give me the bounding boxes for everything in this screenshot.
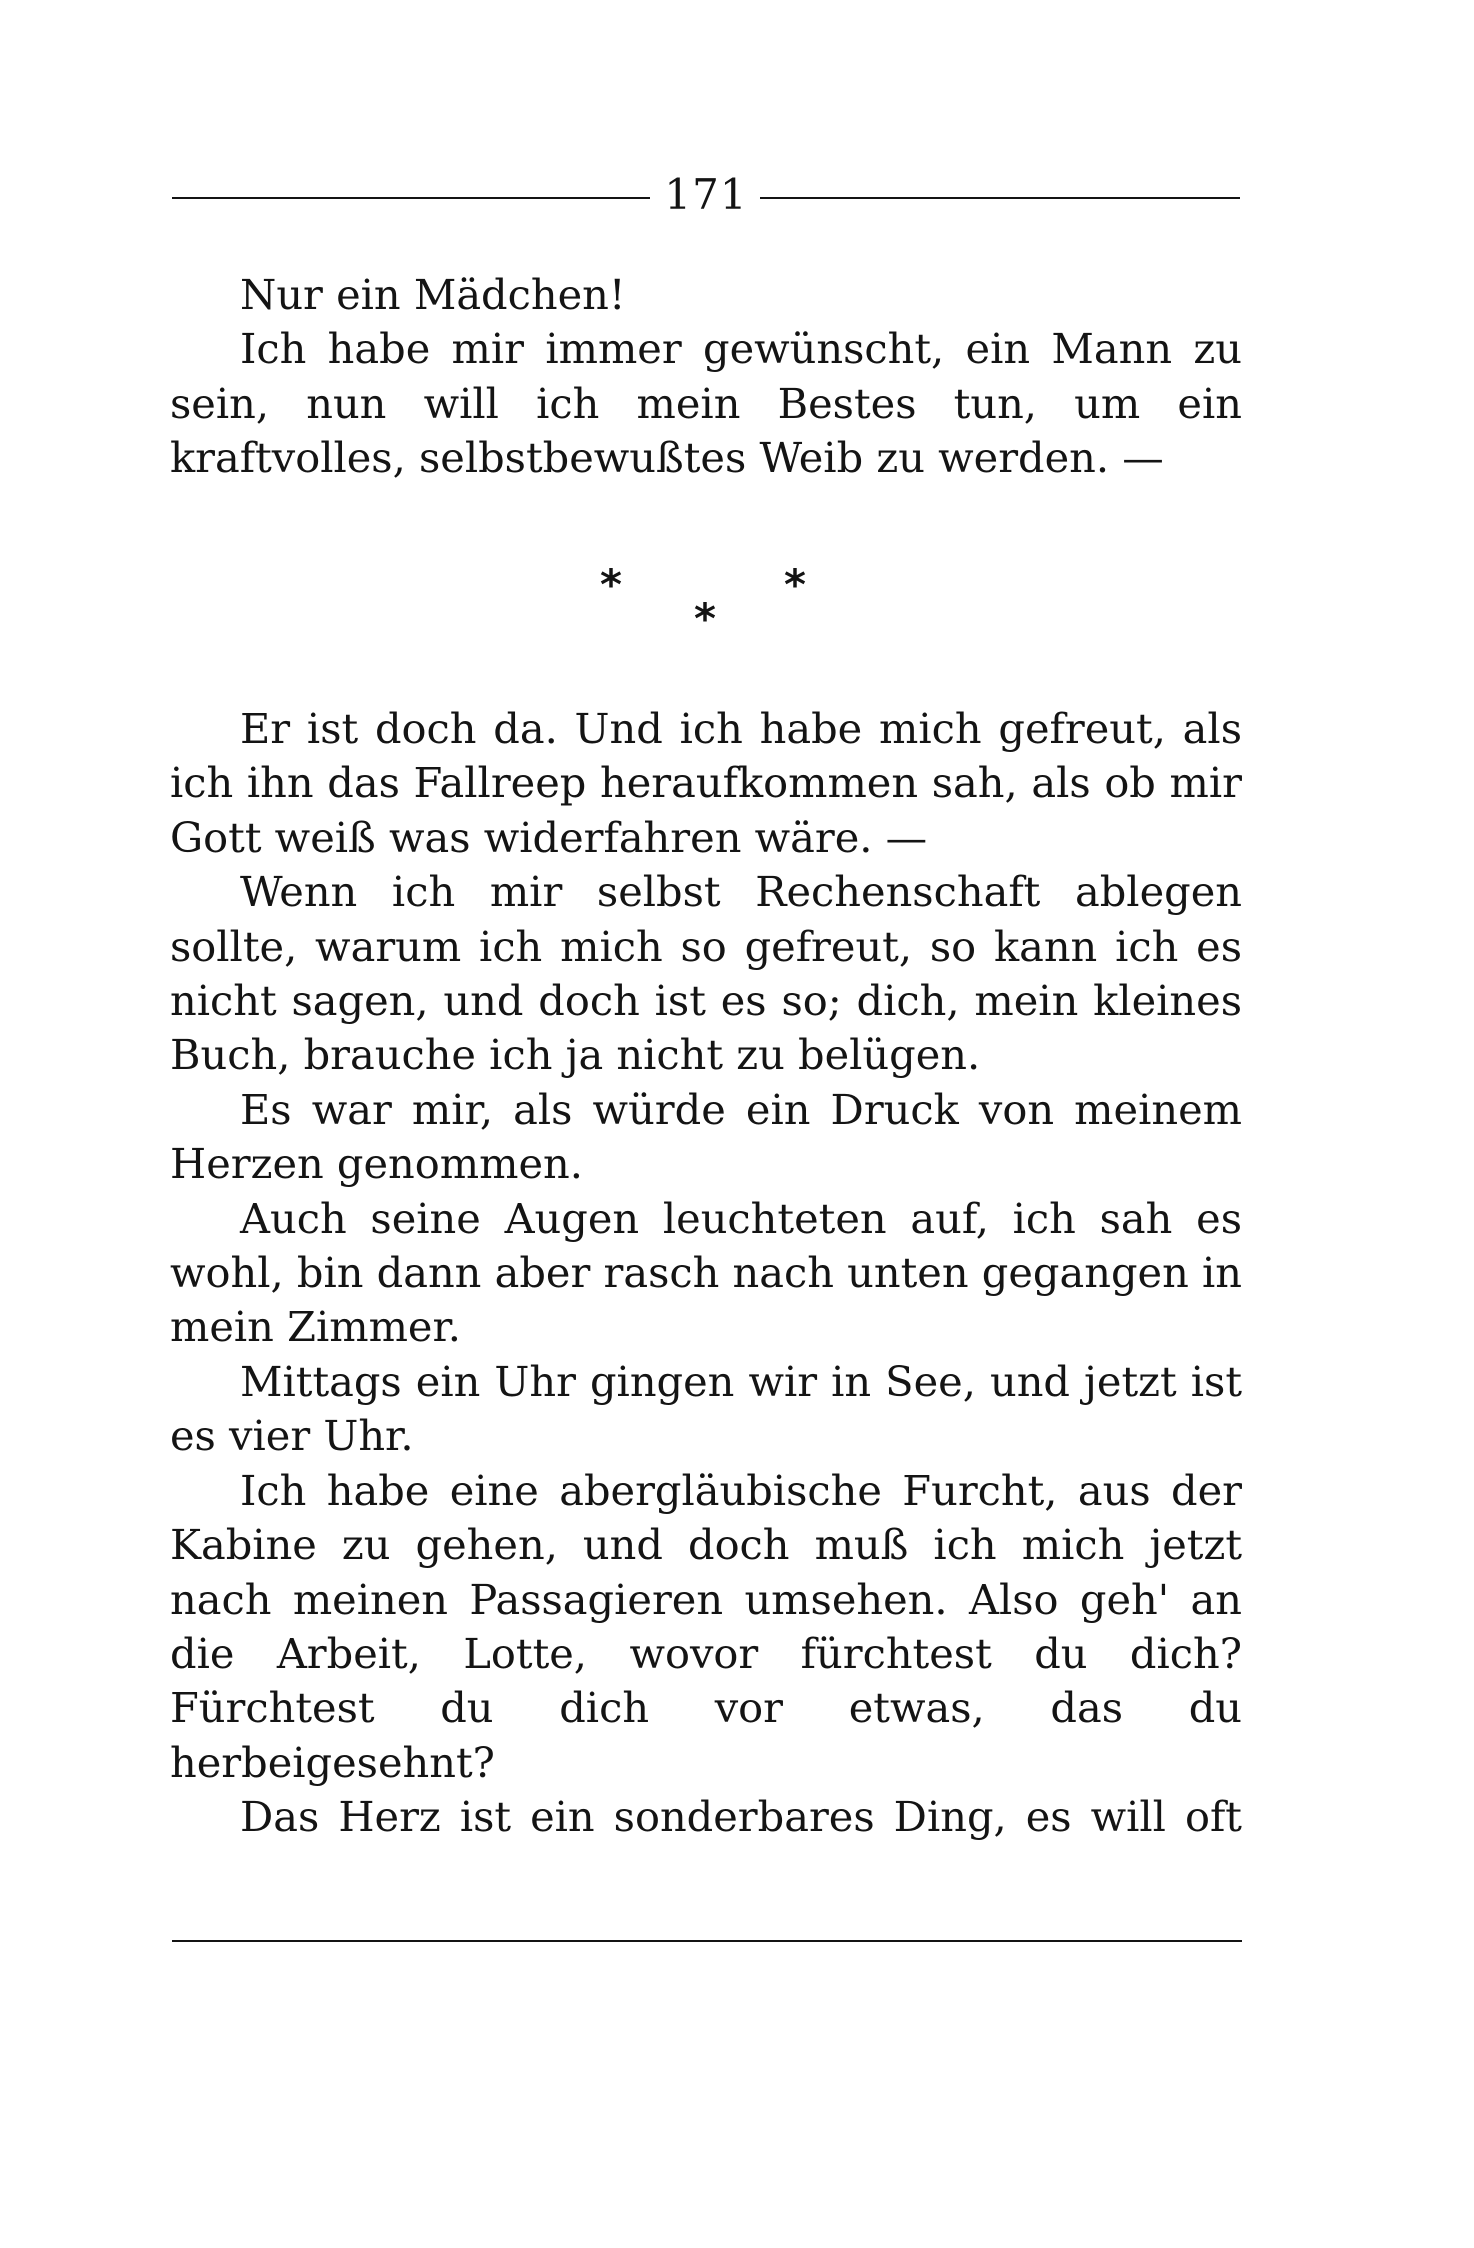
asterisk-ornament: *: [694, 594, 716, 643]
paragraph: Es war mir, als würde ein Druck von meinem Herzen genommen.: [170, 1084, 1242, 1189]
paragraph: Er ist doch da. Und ich habe mich gefreut, als ich ihn das Fallreep heraufkommen sah, als ob mir Gott weiß was widerfahren wäre. —: [170, 704, 1242, 862]
paragraph: Nur ein Mädchen!: [240, 270, 626, 319]
page-number: 171: [664, 170, 748, 219]
header-rule-left: [172, 197, 650, 199]
paragraph: Ich habe mir immer gewünscht, ein Mann zu sein, nun will ich mein Bestes tun, um ein kraftvolles, selbstbewußtes Weib zu werden. —: [170, 324, 1242, 483]
paragraph: Wenn ich mir selbst Rechenschaft ablegen sollte, warum ich mich so gefreut, so kann ich es nicht sagen, und doch ist es so; dich, mein kleines Buch, brauche ich ja nicht zu belügen.: [170, 867, 1242, 1080]
paragraph: Das Herz ist ein sonderbares Ding, es will oft: [240, 1792, 1242, 1842]
footer-rule: [172, 1940, 1242, 1942]
text-section-2: [170, 702, 1242, 1845]
text-section-1: [170, 268, 1242, 486]
paragraph: Ich habe eine abergläubische Furcht, aus der Kabine zu gehen, und doch muß ich mich jetzt nach meinen Passagieren umsehen. Also geh' an die Arbeit, Lotte, wovor fürchtest du dich? Fürchtest du dich vor etwas, das du herbeigesehnt?: [170, 1465, 1242, 1787]
paragraph: Auch seine Augen leuchteten auf, ich sah es wohl, bin dann aber rasch nach unten gegangen in mein Zimmer.: [170, 1193, 1242, 1352]
asterisk-ornament: *: [600, 560, 622, 609]
paragraph: Mittags ein Uhr gingen wir in See, und jetzt ist es vier Uhr.: [170, 1356, 1242, 1461]
asterisk-ornament: *: [784, 560, 806, 609]
header-rule-right: [760, 197, 1240, 199]
page-header: [170, 168, 1242, 228]
section-separator: [560, 556, 840, 646]
